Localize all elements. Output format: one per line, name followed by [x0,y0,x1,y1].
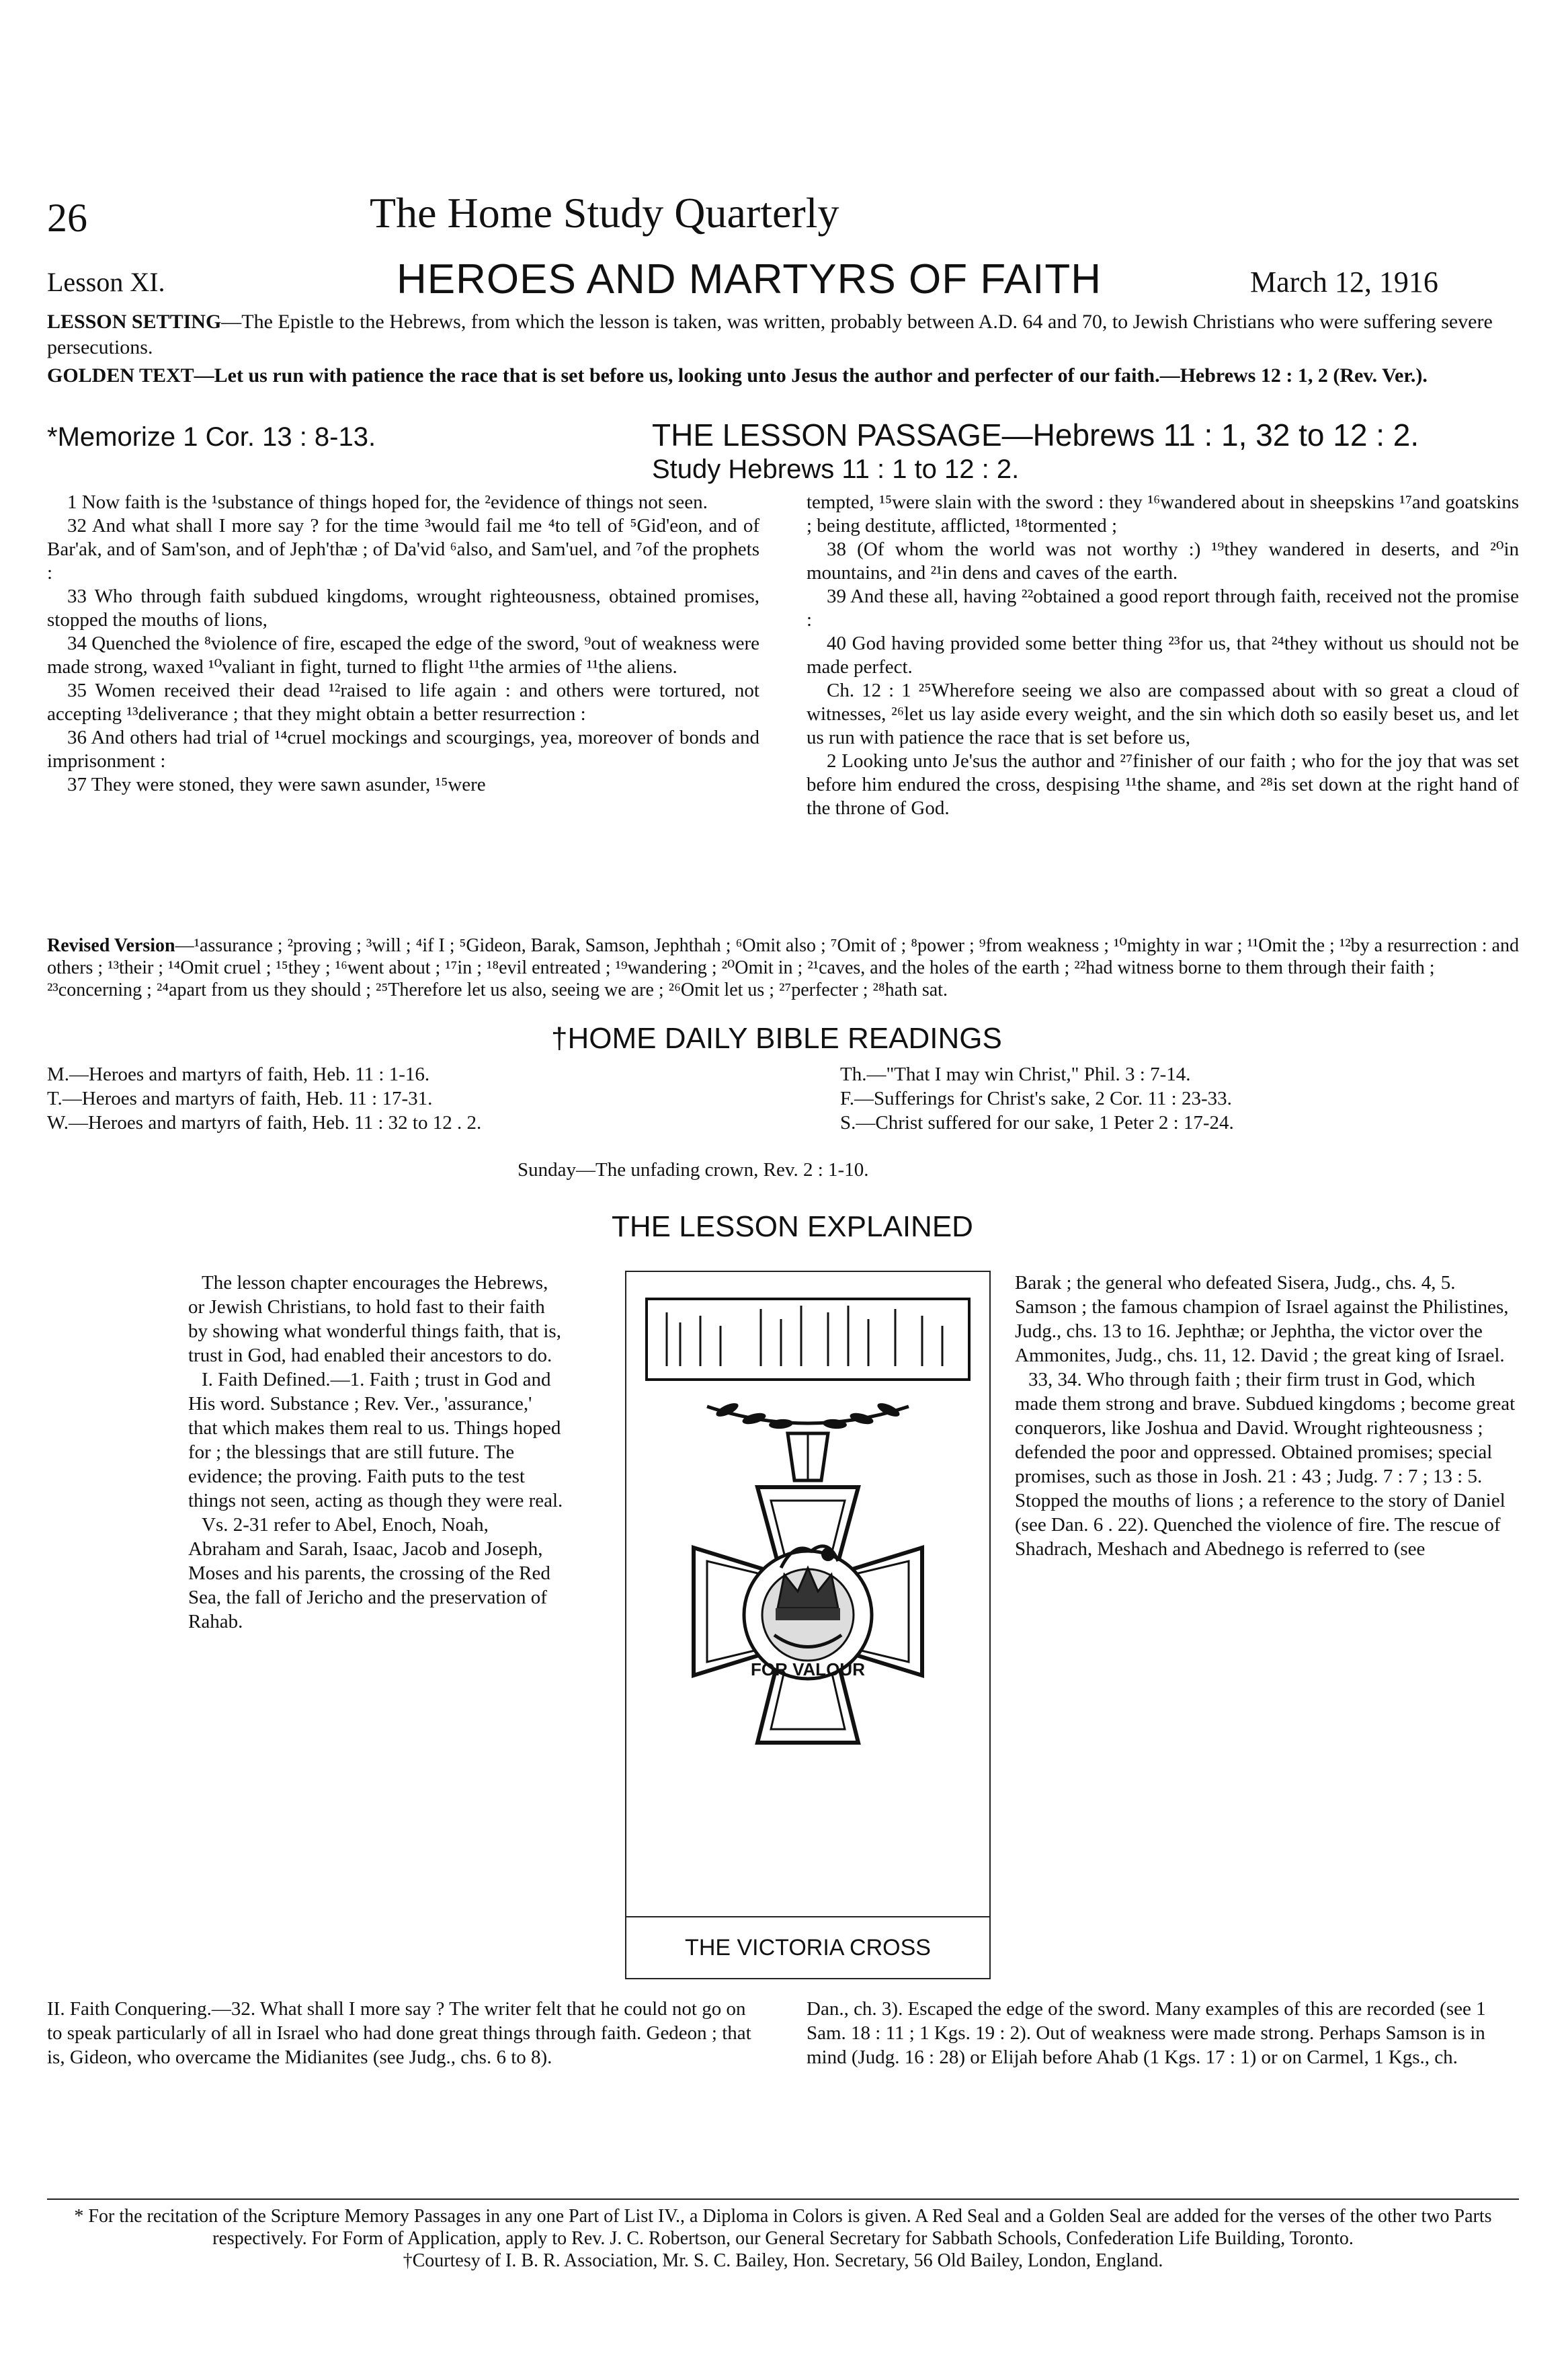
lesson-heading [47,255,1519,303]
explained-right-lower [807,1997,1519,2069]
footnotes [47,2205,1519,2272]
lesson-setting-text: —The Epistle to the Hebrews, from which the lesson is taken, was written, probably between A.D. 64 and 70, to Jewish Christians who were suffering severe persecutions. [47,311,1493,358]
reading-row [47,1111,1519,1135]
medal-inscription: FOR VALOUR [751,1659,865,1679]
reading: T.—Heroes and martyrs of faith, Heb. 11 : 17-31. [47,1088,433,1109]
reading: F.—Sufferings for Christ's sake, 2 Cor. 11 : 23-33. [840,1088,1232,1109]
lesson-number: Lesson XI. [47,267,165,297]
lesson-title: HEROES AND MARTYRS OF FAITH [397,256,1102,303]
golden-text-label: GOLDEN TEXT [47,364,194,387]
paragraph: 33, 34. Who through faith ; their firm trust in God, which made them strong and brave. Subdued kingdoms ; become great conquerors, like Joshua and David. Wrought righteousness ; defended the poor and oppressed. Obtained promises; special promises, such as those in Josh. 21 : 43 ; Judg. 7 : 7 ; 13 : 5. Stopped the mouths of lions ; a reference to the story of Daniel (see Dan. 6 . 22). Quenched the violence of fire. The rescue of Shadrach, Meshach and Abednego is referred to (see [1015,1369,1516,1560]
paragraph: Barak ; the general who defeated Sisera, Judg., chs. 4, 5. Samson ; the famous champion of Israel against the Philistines, Judg., chs. 13 to 16. Jephthæ; or Jephtha, the victor over the Ammonites, Judg., chs. 11, 12. David ; the great king of Israel. [1015,1272,1509,1366]
memorize-note: *Memorize 1 Cor. 13 : 8-13. [47,422,376,452]
footnote-1: * For the recitation of the Scripture Memory Passages in any one Part of List IV., a Diploma in Colors is given. A Red Seal and a Golden Seal are added for the verses of the other two Parts respectively. For Form of Application, apply to Rev. J. C. Robertson, our General Secretary for Sabbath Schools, Confederation Life Building, Toronto. [74,2206,1492,2249]
verse: 35 Women received their dead ¹²raised to life again : and others were tortured, not accepting ¹³deliverance ; that they might obtain a better resurrection : [47,680,759,725]
reading-row [47,1086,1519,1111]
revised-version [47,935,1519,1001]
verse: 33 Who through faith subdued kingdoms, wrought righteousness, obtained promises, stopped the mouths of lions, [47,586,759,631]
explained-left-upper [188,1271,565,1634]
passage-right-column [807,491,1519,820]
figure-caption: THE VICTORIA CROSS [625,1916,991,1978]
lesson-setting [47,309,1519,360]
page [47,54,1519,2326]
paragraph: Vs. 2-31 refer to Abel, Enoch, Noah, Abraham and Sarah, Isaac, Jacob and Joseph, Moses and his parents, the crossing of the Red Sea, the fall of Jericho and the preservation of Rahab. [188,1514,550,1632]
verse: 40 God having provided some better thing ²³for us, that ²⁴they without us should not be made perfect. [807,633,1519,678]
passage-study: Study Hebrews 11 : 1 to 12 : 2. [652,454,1020,484]
daily-readings-heading: †HOME DAILY BIBLE READINGS [551,1022,1002,1055]
verse: tempted, ¹⁵were slain with the sword : they ¹⁶wandered about in sheepskins ¹⁷and goatskins ; being destitute, afflicted, ¹⁸tormented ; [807,491,1519,537]
passage-heading: THE LESSON PASSAGE—Hebrews 11 : 1, 32 to 12 : 2. [652,418,1419,452]
running-title: The Home Study Quarterly [370,189,839,237]
verse: 2 Looking unto Je'sus the author and ²⁷finisher of our faith ; who for the joy that was set before him endured the cross, despising ¹¹the shame, and ²⁸is set down at the right hand of the throne of God. [807,750,1519,819]
passage-left-column [47,491,759,797]
golden-text [47,363,1519,389]
daily-readings [47,1062,1519,1135]
paragraph: II. Faith Conquering.—32. What shall I more say ? The writer felt that he could not go on to speak particularly of all in Israel who had done great things through faith. Gedeon ; that is, Gideon, who overcame the Midianites (see Judg., chs. 6 to 8). [47,1998,751,2068]
revised-label: Revised Version [47,935,175,956]
verse: 36 And others had trial of ¹⁴cruel mockings and scourgings, yea, moreover of bonds and imprisonment : [47,727,759,772]
verse: 37 They were stoned, they were sawn asunder, ¹⁵were [67,774,486,795]
victoria-cross-icon [626,1272,989,1917]
explained-right-upper [1015,1271,1519,1561]
verse: 34 Quenched the ⁸violence of fire, escaped the edge of the sword, ⁹out of weakness were made strong, waxed ¹⁰valiant in fight, turned to flight ¹¹the armies of ¹¹the aliens. [47,633,759,678]
footnote-2: †Courtesy of I. B. R. Association, Mr. S. C. Bailey, Hon. Secretary, 56 Old Bailey, London, England. [403,2250,1163,2271]
reading: S.—Christ suffered for our sake, 1 Peter 2 : 17-24. [840,1112,1234,1134]
reading: M.—Heroes and martyrs of faith, Heb. 11 : 1-16. [47,1064,430,1085]
footnote-divider [47,2198,1519,2200]
reading-row [47,1062,1519,1086]
verse: 39 And these all, having ²²obtained a good report through faith, received not the promise : [807,586,1519,631]
paragraph: The lesson chapter encourages the Hebrews, or Jewish Christians, to hold fast to their faith by showing what wonderful things faith, that is, trust in God, had enabled their ancestors to do. [188,1272,561,1366]
sunday-reading: Sunday—The unfading crown, Rev. 2 : 1-10. [518,1159,869,1181]
verse: 1 Now faith is the ¹substance of things hoped for, the ²evidence of things not seen. [67,491,708,513]
reading: W.—Heroes and martyrs of faith, Heb. 11 : 32 to 12 . 2. [47,1112,482,1134]
victoria-cross-figure [625,1271,991,1979]
lesson-setting-label: LESSON SETTING [47,311,222,333]
verse: Ch. 12 : 1 ²⁵Wherefore seeing we also are compassed about with so great a cloud of witnesses, ²⁶let us lay aside every weight, and the sin which doth so easily beset us, and let us run with patience the race that is set before us, [807,680,1519,748]
paragraph: I. Faith Defined.—1. Faith ; trust in God and His word. Substance ; Rev. Ver., 'assurance,' that which makes them real to us. Things hoped for ; the blessings that are still future. The evidence; the proving. Faith puts to the test things not seen, acting as though they were real. [188,1369,563,1511]
verse: 32 And what shall I more say ? for the time ³would fail me ⁴to tell of ⁵Gid'eon, and of Bar'ak, and of Sam'son, and of Jeph'thæ ; of Da'vid ⁶also, and Sam'uel, and ⁷of the prophets : [47,515,759,584]
reading: Th.—"That I may win Christ," Phil. 3 : 7-14. [840,1064,1191,1085]
verse: 38 (Of whom the world was not worthy :) ¹⁹they wandered in deserts, and ²⁰in mountains, and ²¹in dens and caves of the earth. [807,539,1519,584]
lesson-date: March 12, 1916 [1250,266,1438,299]
revised-text: —¹assurance ; ²proving ; ³will ; ⁴if I ; ⁵Gideon, Barak, Samson, Jephthah ; ⁶Omit also ; ⁷Omit of ; ⁸power ; ⁹from weakness ; ¹⁰mighty in war ; ¹¹Omit the ; ¹²by a resurrection : and others ; ¹³their ; ¹⁴Omit cruel ; ¹⁵they ; ¹⁶went about ; ¹⁷in ; ¹⁸evil entreated ; ¹⁹wandering ; ²⁰Omit in ; ²¹caves, and the holes of the earth ; ²²had witness borne to them through their faith ; ²³concerning ; ²⁴apart from us they should ; ²⁵Therefore let us also, seeing we are ; ²⁶Omit let us ; ²⁷perfecter ; ²⁸hath sat. [47,935,1519,1000]
explained-heading: THE LESSON EXPLAINED [612,1210,973,1243]
golden-text-body: —Let us run with patience the race that is set before us, looking unto Jesus the author and perfecter of our faith.—Hebrews 12 : 1, 2 (Rev. Ver.). [194,364,1428,387]
explained-left-lower [47,1997,759,2069]
paragraph: Dan., ch. 3). Escaped the edge of the sword. Many examples of this are recorded (see 1 Sam. 18 : 11 ; 1 Kgs. 19 : 2). Out of weakness were made strong. Perhaps Samson is in mind (Judg. 16 : 28) or Elijah before Ahab (1 Kgs. 17 : 1) or on Carmel, 1 Kgs., ch. [807,1998,1486,2068]
page-number: 26 [47,196,87,240]
